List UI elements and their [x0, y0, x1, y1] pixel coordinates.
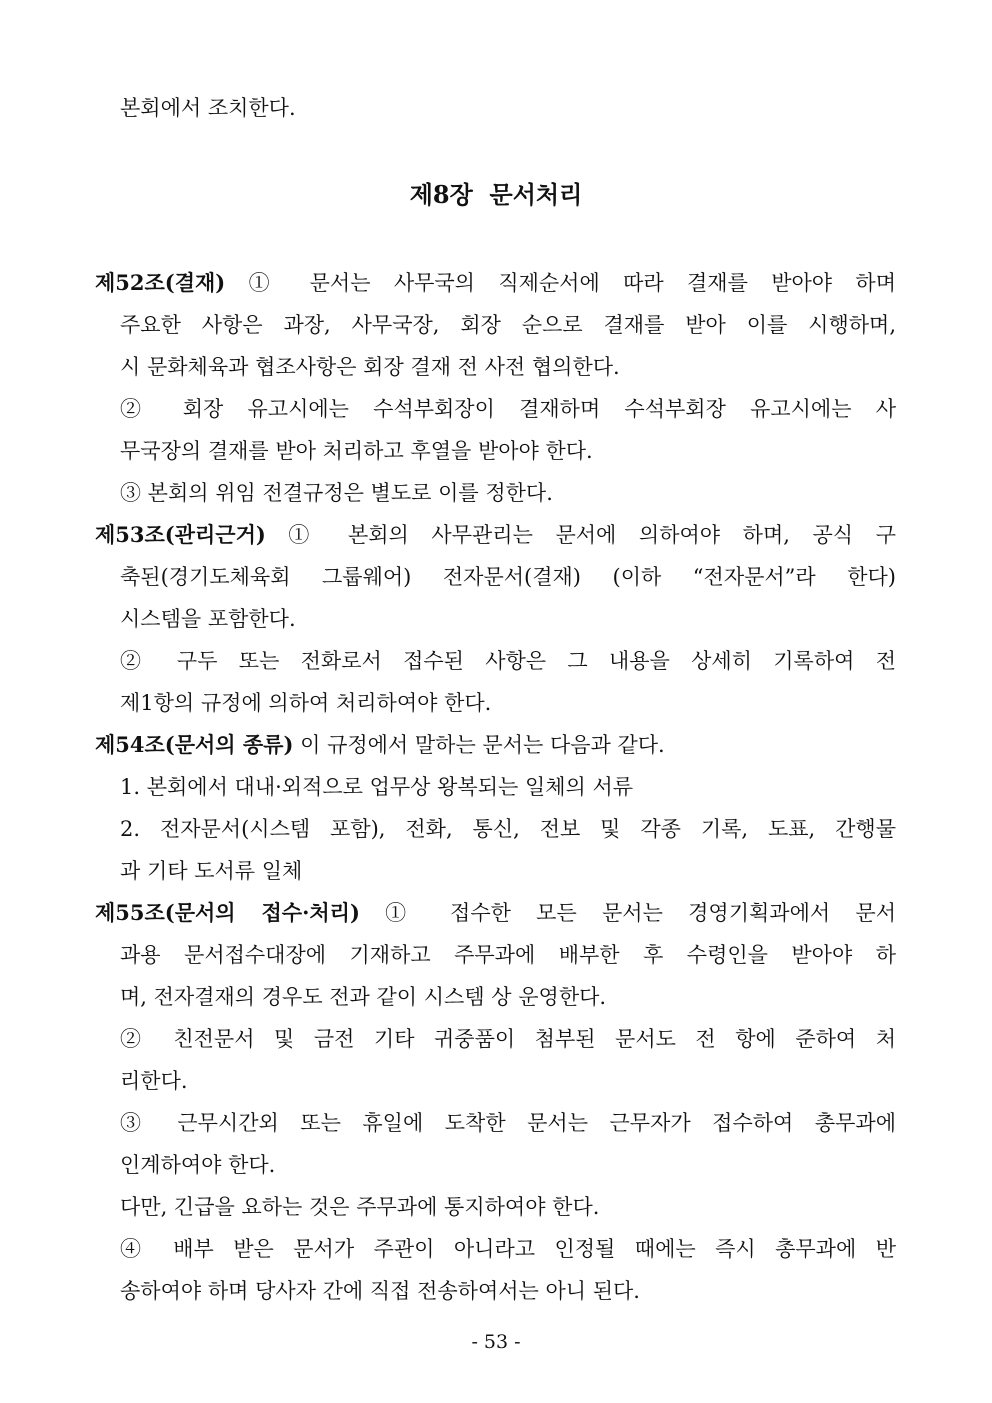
- text-line: 무국장의 결재를 받아 처리하고 후열을 받아야 한다.: [120, 439, 593, 463]
- article-heading: 제52조(결재): [95, 270, 226, 295]
- chapter-title: 제8장 문서처리: [409, 180, 583, 209]
- text-line: 인계하여야 한다.: [120, 1153, 276, 1177]
- text-line: ③ 본회의 위임 전결규정은 별도로 이를 정한다.: [120, 481, 553, 505]
- text-line: 리한다.: [120, 1069, 188, 1093]
- text-line: ③ 근무시간외 또는 휴일에 도착한 문서는 근무자가 접수하여 총무과에: [120, 1111, 896, 1135]
- text-line: 과 기타 도서류 일체: [120, 859, 303, 883]
- text-line: 주요한 사항은 과장, 사무국장, 회장 순으로 결재를 받아 이를 시행하며,: [120, 313, 896, 337]
- text-line: ② 회장 유고시에는 수석부회장이 결재하며 수석부회장 유고시에는 사: [120, 397, 896, 421]
- text-line: 시 문화체육과 협조사항은 회장 결재 전 사전 협의한다.: [120, 355, 620, 379]
- text-line: 축된(경기도체육회 그룹웨어) 전자문서(결재) (이하 “전자문서”라 한다): [120, 565, 896, 589]
- text-line: 본회에서 조치한다.: [120, 96, 296, 120]
- article-heading: 제54조(문서의 종류): [95, 732, 294, 757]
- article-54-line: 제54조(문서의 종류) 이 규정에서 말하는 문서는 다음과 같다.: [95, 732, 665, 757]
- article-53-line: 제53조(관리근거) ① 본회의 사무관리는 문서에 의하여야 하며, 공식 구: [95, 522, 896, 547]
- text-line: 제1항의 규정에 의하여 처리하여야 한다.: [120, 691, 492, 715]
- text-line: ② 구두 또는 전화로서 접수된 사항은 그 내용을 상세히 기록하여 전: [120, 649, 896, 673]
- text-line: ④ 배부 받은 문서가 주관이 아니라고 인정될 때에는 즉시 총무과에 반: [120, 1237, 896, 1261]
- text-line: 다만, 긴급을 요하는 것은 주무과에 통지하여야 한다.: [120, 1195, 600, 1219]
- text-line: 며, 전자결재의 경우도 전과 같이 시스템 상 운영한다.: [120, 985, 607, 1009]
- article-heading: 제55조(문서의 접수·처리): [95, 900, 360, 925]
- article-52-line: 제52조(결재) ① 문서는 사무국의 직제순서에 따라 결재를 받아야 하며: [95, 270, 896, 295]
- text-line: 송하여야 하며 당사자 간에 직접 전송하여서는 아니 된다.: [120, 1279, 640, 1303]
- article-55-line: 제55조(문서의 접수·처리) ① 접수한 모든 문서는 경영기획과에서 문서: [95, 900, 896, 925]
- article-heading: 제53조(관리근거): [95, 522, 266, 547]
- page-number: - 53 -: [471, 1331, 521, 1353]
- list-item: 2. 전자문서(시스템 포함), 전화, 통신, 전보 및 각종 기록, 도표, 간행물: [120, 817, 896, 841]
- list-item: 1. 본회에서 대내·외적으로 업무상 왕복되는 일체의 서류: [120, 775, 634, 799]
- text-line: 과용 문서접수대장에 기재하고 주무과에 배부한 후 수령인을 받아야 하: [120, 943, 896, 967]
- text-line: 시스템을 포함한다.: [120, 607, 296, 631]
- text-line: ② 친전문서 및 금전 기타 귀중품이 첨부된 문서도 전 항에 준하여 처: [120, 1027, 896, 1051]
